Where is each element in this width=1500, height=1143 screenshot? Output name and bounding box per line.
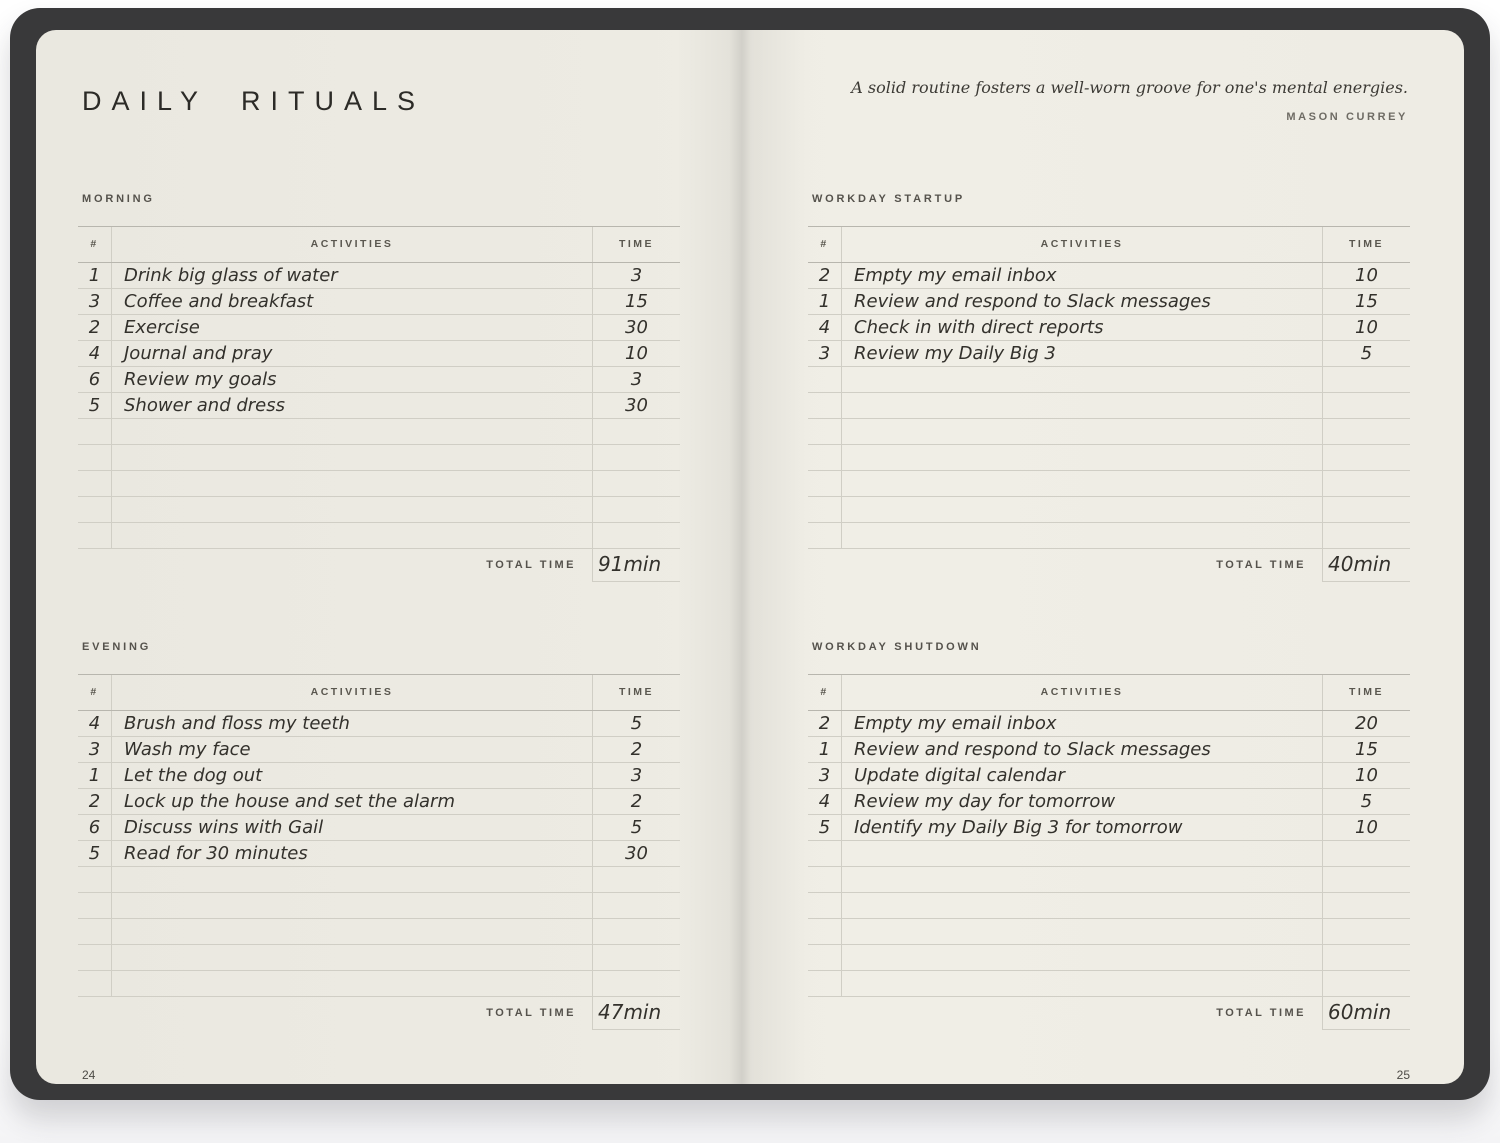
table-header bbox=[808, 227, 1410, 263]
table-row bbox=[808, 419, 1410, 445]
quote-block bbox=[851, 78, 1408, 123]
section-workday-startup bbox=[808, 193, 1410, 582]
row-number bbox=[78, 893, 112, 918]
row-activity bbox=[842, 919, 1322, 944]
spine-shadow bbox=[677, 30, 807, 1084]
row-time: 5 bbox=[592, 815, 680, 840]
table-row bbox=[808, 341, 1410, 367]
table-header bbox=[78, 675, 680, 711]
row-activity bbox=[842, 497, 1322, 522]
row-number bbox=[808, 867, 842, 892]
table-row bbox=[78, 471, 680, 497]
row-time bbox=[592, 497, 680, 522]
row-number bbox=[78, 445, 112, 470]
notebook-cover bbox=[10, 8, 1490, 1100]
row-number bbox=[808, 945, 842, 970]
row-time: 30 bbox=[592, 393, 680, 418]
row-time bbox=[1322, 523, 1410, 548]
total-time-value: 60min bbox=[1322, 997, 1410, 1030]
row-activity bbox=[842, 841, 1322, 866]
row-number bbox=[808, 919, 842, 944]
row-number bbox=[808, 419, 842, 444]
row-time: 30 bbox=[592, 841, 680, 866]
table-row bbox=[78, 263, 680, 289]
header-number: # bbox=[808, 227, 842, 262]
row-activity bbox=[112, 867, 592, 892]
table-row bbox=[78, 711, 680, 737]
row-time bbox=[1322, 971, 1410, 996]
table-row bbox=[78, 523, 680, 549]
row-activity: Let the dog out bbox=[124, 765, 263, 786]
table-row bbox=[78, 815, 680, 841]
row-activity: Coffee and breakfast bbox=[124, 291, 314, 312]
row-number: 3 bbox=[808, 763, 842, 788]
row-time: 15 bbox=[592, 289, 680, 314]
total-time-label: TOTAL TIME bbox=[486, 1007, 576, 1019]
row-time bbox=[1322, 393, 1410, 418]
total-time-label: TOTAL TIME bbox=[1216, 559, 1306, 571]
table-row bbox=[808, 367, 1410, 393]
row-activity: Drink big glass of water bbox=[124, 265, 338, 286]
row-number bbox=[808, 445, 842, 470]
row-activity: Empty my email inbox bbox=[854, 713, 1057, 734]
header-activities: ACTIVITIES bbox=[1040, 686, 1124, 698]
row-number bbox=[808, 841, 842, 866]
row-activity bbox=[842, 945, 1322, 970]
row-activity bbox=[112, 945, 592, 970]
row-number bbox=[78, 471, 112, 496]
row-activity: Wash my face bbox=[124, 739, 251, 760]
rituals-table bbox=[808, 674, 1410, 997]
row-activity bbox=[112, 445, 592, 470]
row-activity: Check in with direct reports bbox=[854, 317, 1104, 338]
table-row bbox=[78, 341, 680, 367]
total-time-row bbox=[78, 549, 680, 582]
row-number: 1 bbox=[78, 263, 112, 288]
total-time-label: TOTAL TIME bbox=[1216, 1007, 1306, 1019]
row-activity: Exercise bbox=[124, 317, 200, 338]
table-body bbox=[78, 711, 680, 997]
row-number bbox=[808, 497, 842, 522]
row-number bbox=[808, 471, 842, 496]
row-number: 4 bbox=[78, 341, 112, 366]
table-row bbox=[78, 289, 680, 315]
row-time: 30 bbox=[592, 315, 680, 340]
table-header bbox=[808, 675, 1410, 711]
table-row bbox=[78, 841, 680, 867]
row-activity bbox=[842, 867, 1322, 892]
row-activity: Discuss wins with Gail bbox=[124, 817, 324, 838]
row-time: 3 bbox=[592, 263, 680, 288]
row-time bbox=[592, 919, 680, 944]
table-row bbox=[808, 971, 1410, 997]
table-row bbox=[808, 945, 1410, 971]
table-row bbox=[808, 471, 1410, 497]
header-activities: ACTIVITIES bbox=[1040, 238, 1124, 250]
table-row bbox=[808, 815, 1410, 841]
row-time: 5 bbox=[1322, 789, 1410, 814]
row-time bbox=[592, 419, 680, 444]
row-activity bbox=[112, 893, 592, 918]
header-activities: ACTIVITIES bbox=[310, 238, 394, 250]
row-activity: Shower and dress bbox=[124, 395, 286, 416]
section-morning bbox=[78, 193, 680, 582]
row-time bbox=[592, 445, 680, 470]
row-activity: Empty my email inbox bbox=[854, 265, 1057, 286]
row-activity bbox=[842, 893, 1322, 918]
total-time-row bbox=[808, 997, 1410, 1030]
total-time-row bbox=[808, 549, 1410, 582]
row-time bbox=[592, 523, 680, 548]
table-row bbox=[78, 497, 680, 523]
row-activity: Brush and floss my teeth bbox=[124, 713, 350, 734]
table-header bbox=[78, 227, 680, 263]
table-row bbox=[808, 789, 1410, 815]
row-activity bbox=[112, 497, 592, 522]
table-row bbox=[78, 945, 680, 971]
row-number: 3 bbox=[78, 289, 112, 314]
total-time-row bbox=[78, 997, 680, 1030]
row-time: 5 bbox=[1322, 341, 1410, 366]
row-time bbox=[1322, 841, 1410, 866]
row-time bbox=[1322, 445, 1410, 470]
row-number: 6 bbox=[78, 815, 112, 840]
table-row bbox=[808, 445, 1410, 471]
table-row bbox=[808, 737, 1410, 763]
row-activity: Review my goals bbox=[124, 369, 277, 390]
row-number bbox=[808, 367, 842, 392]
row-activity bbox=[842, 971, 1322, 996]
table-row bbox=[808, 763, 1410, 789]
table-row bbox=[78, 789, 680, 815]
row-time bbox=[592, 971, 680, 996]
row-number: 5 bbox=[78, 841, 112, 866]
row-time bbox=[1322, 867, 1410, 892]
header-number: # bbox=[78, 227, 112, 262]
row-time bbox=[592, 471, 680, 496]
total-time-value: 91min bbox=[592, 549, 680, 582]
row-number: 2 bbox=[808, 263, 842, 288]
row-time bbox=[592, 893, 680, 918]
rituals-table bbox=[78, 674, 680, 997]
table-body bbox=[78, 263, 680, 549]
row-activity bbox=[842, 419, 1322, 444]
section-evening bbox=[78, 641, 680, 1030]
row-time: 5 bbox=[592, 711, 680, 736]
row-time bbox=[1322, 471, 1410, 496]
row-number: 6 bbox=[78, 367, 112, 392]
table-row bbox=[78, 971, 680, 997]
row-number: 1 bbox=[808, 289, 842, 314]
row-number: 5 bbox=[808, 815, 842, 840]
table-row bbox=[808, 289, 1410, 315]
table-row bbox=[78, 445, 680, 471]
section-label: MORNING bbox=[82, 193, 155, 205]
table-row bbox=[808, 867, 1410, 893]
table-row bbox=[78, 367, 680, 393]
table-row bbox=[78, 393, 680, 419]
notebook-pages bbox=[36, 30, 1464, 1084]
row-time: 20 bbox=[1322, 711, 1410, 736]
row-number: 1 bbox=[78, 763, 112, 788]
row-number: 2 bbox=[78, 789, 112, 814]
row-activity bbox=[112, 419, 592, 444]
row-number bbox=[78, 419, 112, 444]
row-number bbox=[78, 971, 112, 996]
table-row bbox=[808, 919, 1410, 945]
row-time bbox=[1322, 919, 1410, 944]
row-activity bbox=[842, 393, 1322, 418]
table-row bbox=[808, 893, 1410, 919]
table-row bbox=[808, 315, 1410, 341]
row-number: 4 bbox=[808, 315, 842, 340]
row-number bbox=[808, 393, 842, 418]
rituals-table bbox=[78, 226, 680, 549]
row-activity bbox=[842, 367, 1322, 392]
row-activity: Identify my Daily Big 3 for tomorrow bbox=[854, 817, 1183, 838]
row-time: 10 bbox=[1322, 815, 1410, 840]
row-number bbox=[808, 971, 842, 996]
row-activity: Journal and pray bbox=[124, 343, 273, 364]
table-body bbox=[808, 263, 1410, 549]
row-time: 10 bbox=[1322, 263, 1410, 288]
quote-text: A solid routine fosters a well-worn groove for one's mental energies. bbox=[851, 78, 1408, 97]
row-number: 3 bbox=[808, 341, 842, 366]
row-time: 10 bbox=[1322, 315, 1410, 340]
row-time: 3 bbox=[592, 367, 680, 392]
row-activity bbox=[112, 523, 592, 548]
section-label: EVENING bbox=[82, 641, 152, 653]
row-time: 10 bbox=[1322, 763, 1410, 788]
header-number: # bbox=[78, 675, 112, 710]
row-number: 2 bbox=[808, 711, 842, 736]
row-activity bbox=[842, 471, 1322, 496]
page-number-right: 25 bbox=[1396, 1068, 1410, 1082]
table-row bbox=[78, 893, 680, 919]
header-time: TIME bbox=[592, 675, 680, 710]
row-time: 2 bbox=[592, 789, 680, 814]
row-number bbox=[78, 523, 112, 548]
row-number: 5 bbox=[78, 393, 112, 418]
total-time-value: 47min bbox=[592, 997, 680, 1030]
row-time bbox=[592, 867, 680, 892]
header-time: TIME bbox=[592, 227, 680, 262]
table-row bbox=[808, 393, 1410, 419]
table-row bbox=[78, 763, 680, 789]
table-row bbox=[78, 919, 680, 945]
total-time-value: 40min bbox=[1322, 549, 1410, 582]
row-number: 2 bbox=[78, 315, 112, 340]
row-activity bbox=[112, 919, 592, 944]
row-number: 4 bbox=[78, 711, 112, 736]
row-time bbox=[1322, 419, 1410, 444]
row-number bbox=[808, 893, 842, 918]
table-row bbox=[808, 711, 1410, 737]
row-activity bbox=[112, 971, 592, 996]
row-activity bbox=[112, 471, 592, 496]
row-time: 2 bbox=[592, 737, 680, 762]
header-time: TIME bbox=[1322, 675, 1410, 710]
section-label: WORKDAY STARTUP bbox=[812, 193, 966, 205]
row-activity: Lock up the house and set the alarm bbox=[124, 791, 455, 812]
table-body bbox=[808, 711, 1410, 997]
section-label: WORKDAY SHUTDOWN bbox=[812, 641, 982, 653]
table-row bbox=[78, 419, 680, 445]
rituals-table bbox=[808, 226, 1410, 549]
row-number bbox=[808, 523, 842, 548]
row-time bbox=[1322, 497, 1410, 522]
row-activity: Review and respond to Slack messages bbox=[854, 739, 1211, 760]
quote-attribution: MASON CURREY bbox=[1286, 111, 1408, 123]
header-activities: ACTIVITIES bbox=[310, 686, 394, 698]
row-activity: Review my day for tomorrow bbox=[854, 791, 1116, 812]
row-time bbox=[1322, 893, 1410, 918]
table-row bbox=[808, 523, 1410, 549]
row-activity bbox=[842, 523, 1322, 548]
section-workday-shutdown bbox=[808, 641, 1410, 1030]
table-row bbox=[78, 315, 680, 341]
total-time-label: TOTAL TIME bbox=[486, 559, 576, 571]
table-row bbox=[808, 841, 1410, 867]
row-number bbox=[78, 867, 112, 892]
row-time: 3 bbox=[592, 763, 680, 788]
row-activity: Review and respond to Slack messages bbox=[854, 291, 1211, 312]
row-number bbox=[78, 497, 112, 522]
row-activity: Read for 30 minutes bbox=[124, 843, 308, 864]
row-activity bbox=[842, 445, 1322, 470]
header-number: # bbox=[808, 675, 842, 710]
page-number-left: 24 bbox=[82, 1068, 96, 1082]
row-time bbox=[1322, 367, 1410, 392]
table-row bbox=[78, 867, 680, 893]
table-row bbox=[808, 497, 1410, 523]
page-title: DAILY RITUALS bbox=[82, 86, 426, 116]
row-time bbox=[1322, 945, 1410, 970]
row-number bbox=[78, 945, 112, 970]
header-time: TIME bbox=[1322, 227, 1410, 262]
table-row bbox=[78, 737, 680, 763]
row-time bbox=[592, 945, 680, 970]
row-activity: Review my Daily Big 3 bbox=[854, 343, 1056, 364]
row-number: 4 bbox=[808, 789, 842, 814]
row-number: 3 bbox=[78, 737, 112, 762]
table-row bbox=[808, 263, 1410, 289]
row-time: 15 bbox=[1322, 289, 1410, 314]
row-number bbox=[78, 919, 112, 944]
row-number: 1 bbox=[808, 737, 842, 762]
row-activity: Update digital calendar bbox=[854, 765, 1065, 786]
row-time: 15 bbox=[1322, 737, 1410, 762]
row-time: 10 bbox=[592, 341, 680, 366]
